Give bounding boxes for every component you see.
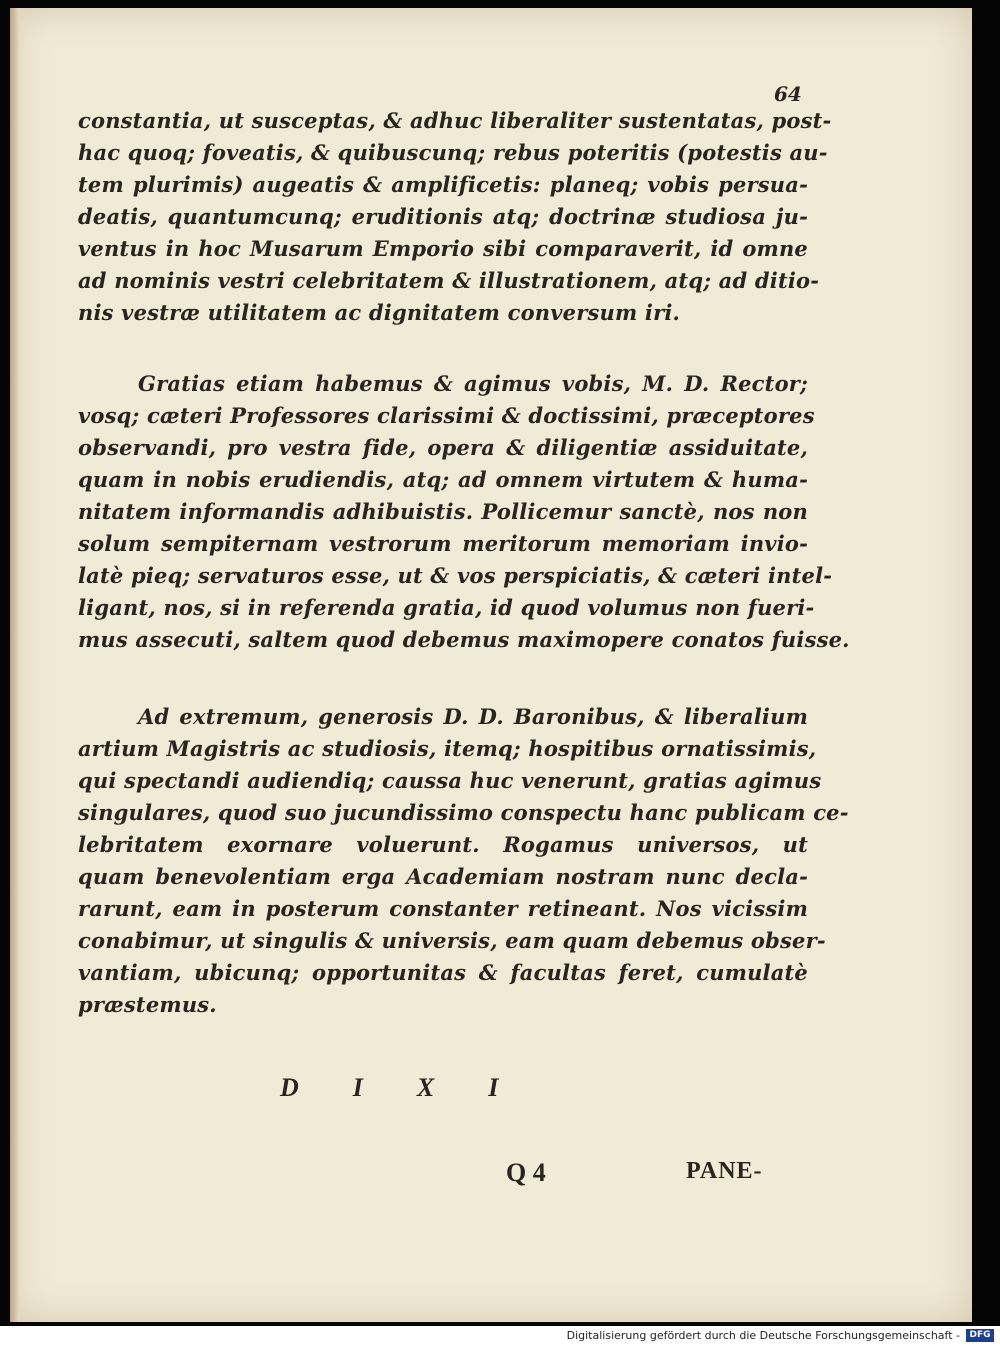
text-line: deatis, quantumcunq; eruditionis atq; doctrinæ studiosa ju-	[78, 204, 808, 229]
text-line: lebritatem exornare voluerunt. Rogamus universos, ut	[78, 832, 808, 857]
text-line: rarunt, eam in posterum constanter retineant. Nos vicissim	[78, 896, 808, 921]
page-edge	[10, 8, 20, 1322]
text-line: nitatem informandis adhibuistis. Pollicemur sanctè, nos non	[78, 499, 808, 524]
catchword: PANE-	[686, 1158, 763, 1184]
closing-word: DIXI	[280, 1073, 553, 1102]
text-line: Gratias etiam habemus & agimus vobis, M. D. Rector;	[138, 371, 808, 396]
signature-mark: Q 4	[506, 1158, 546, 1187]
dfg-logo-icon: DFG	[966, 1329, 994, 1342]
text-line: singulares, quod suo jucundissimo conspectu hanc publicam ce-	[78, 800, 849, 825]
text-line: latè pieq; servaturos esse, ut & vos perspiciatis, & cæteri intel-	[78, 563, 833, 588]
text-line: vantiam, ubicunq; opportunitas & facultas feret, cumulatè	[78, 960, 808, 985]
text-line: ligant, nos, si in referenda gratia, id quod volumus non fueri-	[78, 595, 815, 620]
book-page	[10, 8, 972, 1322]
page-number: 64	[774, 82, 802, 106]
footer-bar	[0, 1326, 1000, 1346]
text-line: qui spectandi audiendiq; caussa huc venerunt, gratias agimus	[78, 768, 822, 793]
footer-credit: Digitalisierung gefördert durch die Deutsche Forschungsgemeinschaft -	[566, 1329, 960, 1342]
text-line: conabimur, ut singulis & universis, eam quam debemus obser-	[78, 928, 826, 953]
text-line: quam in nobis erudiendis, atq; ad omnem virtutem & huma-	[78, 467, 808, 492]
text-line: observandi, pro vestra fide, opera & diligentiæ assiduitate,	[78, 435, 808, 460]
text-line: constantia, ut susceptas, & adhuc liberaliter sustentatas, post-	[78, 108, 832, 133]
text-line: ad nominis vestri celebritatem & illustrationem, atq; ad ditio-	[78, 268, 820, 293]
text-line: artium Magistris ac studiosis, itemq; hospitibus ornatissimis,	[78, 736, 817, 761]
text-line: solum sempiternam vestrorum meritorum memoriam invio-	[78, 531, 808, 556]
paragraph-1	[78, 105, 832, 329]
text-line: hac quoq; foveatis, & quibuscunq; rebus poteritis (potestis au-	[78, 140, 828, 165]
paragraph-2	[78, 368, 850, 656]
text-line: vosq; cæteri Professores clarissimi & doctissimi, præceptores	[78, 403, 815, 428]
text-line: ventus in hoc Musarum Emporio sibi comparaverit, id omne	[78, 236, 808, 261]
text-line: mus assecuti, saltem quod debemus maximopere conatos fuisse.	[78, 627, 850, 652]
paragraph-3	[78, 701, 849, 1021]
text-line: tem plurimis) augeatis & amplificetis: planeq; vobis persua-	[78, 172, 808, 197]
text-line: præstemus.	[78, 992, 217, 1017]
text-line: quam benevolentiam erga Academiam nostram nunc decla-	[78, 864, 808, 889]
text-line: nis vestræ utilitatem ac dignitatem conversum iri.	[78, 300, 681, 325]
text-line: Ad extremum, generosis D. D. Baronibus, & liberalium	[138, 704, 808, 729]
